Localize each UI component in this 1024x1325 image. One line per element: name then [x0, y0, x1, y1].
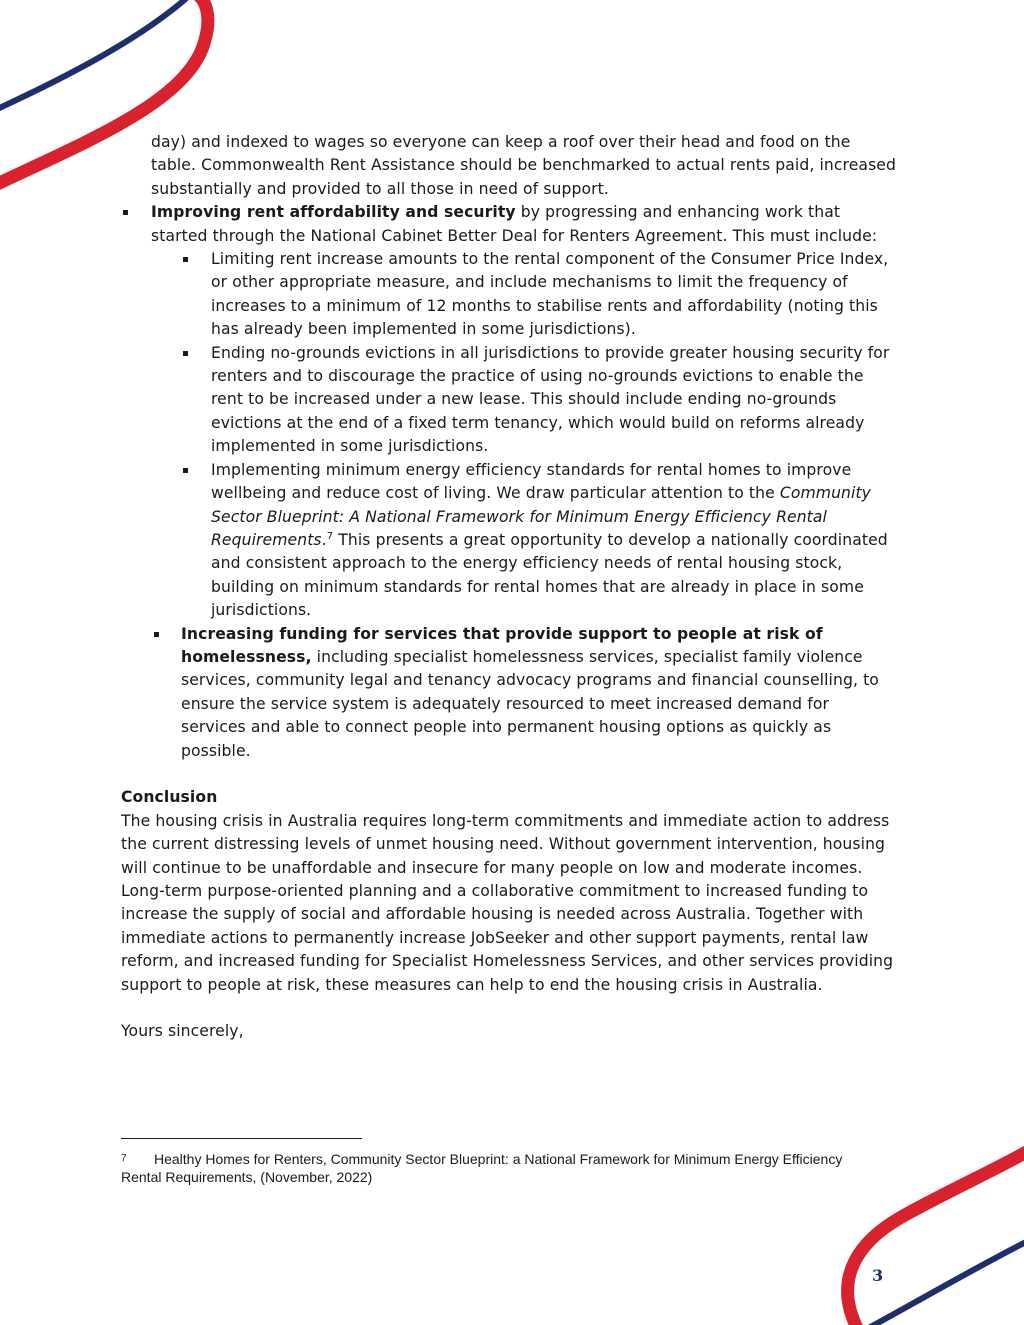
document-body: [121, 131, 896, 1044]
continuation-paragraph: day) and indexed to wages so everyone can keep a roof over their head and food on the table. Commonwealth Rent Assistance should be benchmarked to actual rents paid, increased substantially and provided to all those in need of support.: [151, 133, 896, 198]
conclusion-body: The housing crisis in Australia requires long-term commitments and immediate action to address the current distressing levels of unmet housing need. Without government intervention, housing will continue to be unaffordable and insecure for many people on low and moderate incomes. Long-term purpose-oriented planning and a collaborative commitment to increased funding to increase the supply of social and affordable housing is needed across Australia. Together with immediate actions to permanently increase JobSeeker and other support payments, rental law reform, and increased funding for Specialist Homelessness Services, and other services providing support to people at risk, these measures can help to end the housing crisis in Australia.: [121, 811, 894, 994]
sub-bullet-text: Limiting rent increase amounts to the rental component of the Consumer Price Index, or other appropriate measure, and include mechanisms to limit the frequency of increases to a minimum of 12 months to stabilise rents and affordability (noting this has already been implemented in some jurisdictions).: [211, 250, 889, 339]
signoff: Yours sincerely,: [121, 1022, 244, 1041]
bullet-marker: [183, 257, 188, 262]
navy-swoosh-bottom: [865, 1240, 1024, 1325]
bullet-marker: [123, 210, 128, 215]
conclusion-heading: Conclusion: [121, 788, 218, 807]
bullet-marker: [183, 468, 188, 473]
bullet-marker: [154, 632, 159, 637]
energy-period: .: [321, 530, 327, 549]
sub-list-item-evictions: [121, 342, 896, 459]
funding-text: including specialist homelessness services, specialist family violence services, community legal and tenancy advocacy programs and financial counselling, to ensure the service system is adequately resourced to meet increased demand for services and able to connect people into permanent housing options as quickly as possible.: [181, 647, 879, 760]
energy-text-after: This presents a great opportunity to develop a nationally coordinated and consistent approach to the energy efficiency needs of rental housing stock, building on minimum standards for rental homes that are already in place in some jurisdictions.: [211, 530, 888, 620]
footnote: [121, 1150, 861, 1186]
energy-text-before: Implementing minimum energy efficiency standards for rental homes to improve wellbeing and reduce cost of living. We draw particular attention to the: [211, 460, 852, 503]
footnote-text: Healthy Homes for Renters, Community Sector Blueprint: a National Framework for Minimum Energy Efficiency Rental Requirements, (November, 2022): [121, 1151, 843, 1185]
affordability-heading: Improving rent affordability and security: [151, 203, 516, 222]
page-number: 3: [872, 1266, 884, 1285]
sub-list-item-rent-increase: [121, 248, 896, 342]
footnote-reference[interactable]: 7: [326, 530, 334, 542]
footnote-divider: [121, 1138, 362, 1139]
sub-list-item-energy: [121, 459, 896, 623]
blueprint-title: Community Sector Blueprint: A National Framework for Minimum Energy Efficiency Rental Requirements: [211, 484, 872, 549]
sub-bullet-text: Ending no-grounds evictions in all jurisdictions to provide greater housing security for renters and to discourage the practice of using no-grounds evictions to enable the rent to be increased under a new lease. This should include ending no-grounds evictions at the end of a fixed term tenancy, which would build on reforms already implemented in some jurisdictions.: [211, 343, 890, 456]
bullet-marker: [183, 351, 188, 356]
affordability-text: by progressing and enhancing work that started through the National Cabinet Better Deal for Renters Agreement. This must include:: [151, 203, 878, 245]
footnote-number: 7: [121, 1153, 127, 1164]
funding-heading: Increasing funding for services that provide support to people at risk of homelessness,: [181, 624, 823, 666]
list-item-affordability: [121, 201, 896, 248]
list-item-funding: [121, 623, 896, 763]
red-swoosh-bottom: [848, 1150, 1024, 1325]
